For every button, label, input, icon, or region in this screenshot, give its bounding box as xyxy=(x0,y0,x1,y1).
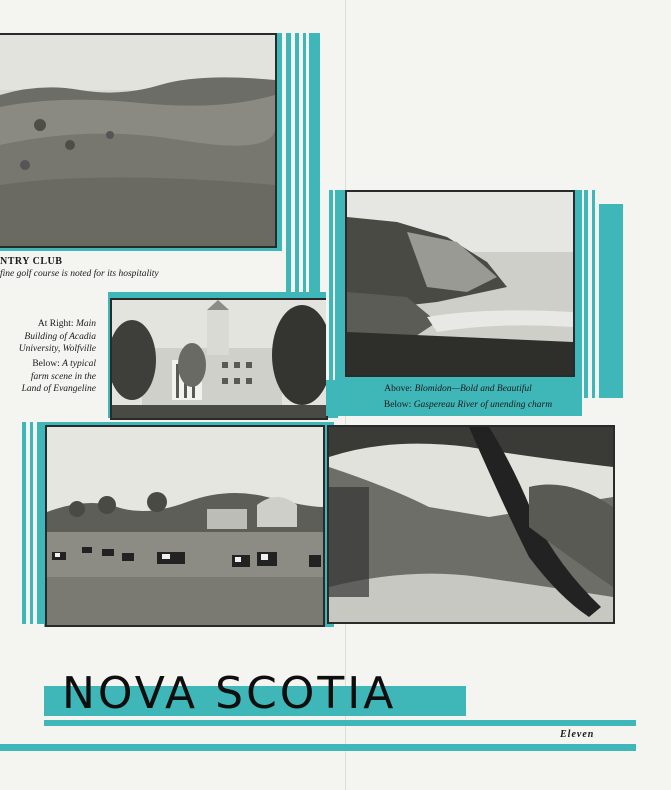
gaspereau-river-photo xyxy=(327,425,615,624)
page-title: NOVA SCOTIA xyxy=(62,668,397,719)
teal-stripe xyxy=(599,204,623,398)
acadia-caption-line1: Main xyxy=(75,319,96,329)
gaspereau-caption xyxy=(345,399,591,412)
teal-stripe xyxy=(37,422,44,624)
teal-stripe xyxy=(303,33,306,293)
acadia-caption-line2: Building of Acadia xyxy=(24,331,96,342)
blomidon-caption xyxy=(345,383,571,396)
gaspereau-caption-text: Gaspereau River of unending charm xyxy=(413,400,553,410)
teal-stripe xyxy=(326,190,329,380)
teal-stripe xyxy=(333,190,335,380)
teal-stripe xyxy=(592,190,595,398)
acadia-caption-line3: University, Wolfville xyxy=(18,344,96,354)
teal-stripe xyxy=(309,33,320,293)
acadia-caption xyxy=(0,318,96,356)
farm-caption-line3: Land of Evangeline xyxy=(21,384,96,394)
title-rule-lower xyxy=(0,744,636,751)
farm-caption-prefix: Below: xyxy=(32,359,60,369)
blomidon-cliff-photo xyxy=(345,190,575,377)
blomidon-caption-text: Blomidon—Bold and Beautiful xyxy=(414,384,532,394)
teal-stripe xyxy=(295,33,299,293)
title-rule-upper xyxy=(44,720,636,726)
farm-caption-line1: A typical xyxy=(62,359,96,369)
page-number: Eleven xyxy=(560,729,595,740)
teal-stripe xyxy=(286,33,291,293)
golf-course-photo xyxy=(0,33,277,248)
teal-stripe xyxy=(584,190,588,398)
country-club-heading: NTRY CLUB xyxy=(0,256,63,267)
blomidon-caption-prefix: Above: xyxy=(384,384,413,394)
farm-caption-line2: farm scene in the xyxy=(30,371,96,382)
gaspereau-caption-prefix: Below: xyxy=(383,400,412,410)
country-club-caption: fine golf course is noted for its hospitality xyxy=(0,269,159,279)
farm-caption xyxy=(0,358,96,396)
acadia-university-photo xyxy=(110,298,328,420)
farm-scene-photo xyxy=(45,425,325,627)
teal-stripe xyxy=(22,422,26,624)
teal-stripe xyxy=(30,422,33,624)
acadia-caption-prefix: At Right: xyxy=(37,319,74,329)
